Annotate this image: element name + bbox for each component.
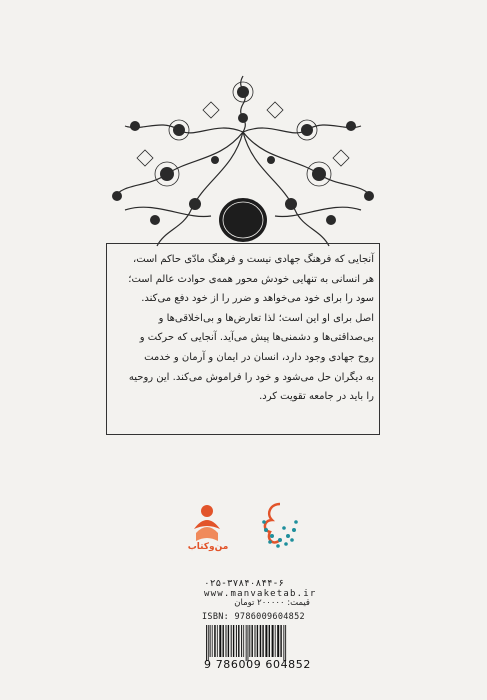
publisher-seal [219,198,267,242]
barcode-bar [275,625,276,657]
manvaketab-logo [186,501,228,547]
blurb-line: هر انسانی به تنهایی خودش محور همه‌ی حوادث عالم است؛ [128,273,374,285]
barcode-bar [214,625,216,657]
barcode-bar [231,625,232,657]
phone-number: ۰۲۵-۳۷۸۴۰۸۴۴-۶ [204,578,285,589]
barcode-bar [252,625,253,657]
blurb-line: آنجایی که فرهنگ جهادی نیست و فرهنگ مادّی حاکم است، [132,254,374,265]
barcode-bar [248,625,249,661]
blurb-line: سود را برای خود می‌خواهد و ضرر را از خود دفع می‌کند. [141,293,374,305]
barcode-bar [283,625,284,661]
barcode-bar [265,625,267,657]
barcode-bar [208,625,209,661]
barcode-bar [241,625,242,657]
barcode-bar [257,625,258,657]
blurb-line: بی‌صداقتی‌ها و دشمنی‌ها پیش می‌آید. آنجایی که حرکت و [139,332,374,344]
barcode-bar [236,625,237,657]
blurb-line: را باید در جامعه تقویت کرد. [259,391,374,403]
barcode-bar [249,625,250,657]
blurb-text [112,250,374,407]
blurb-line: به دیگران حل می‌شود و خود را فراموش می‌کند. این روحیه [128,371,374,383]
barcode-bar [255,625,256,657]
barcode-bar [285,625,286,661]
barcode-bar [226,625,227,657]
barcode-bar [233,625,234,657]
barcode-digits: 9 786009 604852 [204,658,311,671]
logo-label: من‌و‌کتاب [187,542,229,552]
barcode-bar [246,625,247,661]
barcode-bar [238,625,239,657]
barcode-bar [243,625,244,657]
website-url: www.manvaketab.ir [204,589,317,599]
barcode-bar [219,625,221,657]
barcode-bar [228,625,229,657]
barcode-bar [206,625,207,661]
barcode-bar [217,625,218,657]
isbn-label: ISBN: 9786009604852 [202,612,305,622]
floral-ornament [95,70,392,255]
price: قیمت: ۲۰۰۰۰۰ تومان [234,598,310,608]
barcode-bar [260,625,262,657]
barcode-bar [277,625,279,657]
blurb-line: روح جهادی وجود دارد، انسان در ایمان و آرمان و خدمت [144,351,374,363]
publisher-emblem [256,500,304,554]
barcode-bar [210,625,211,657]
barcode-bar [223,625,224,657]
barcode-bar [272,625,274,657]
isbn-barcode [204,625,314,661]
barcode-bar [212,625,213,657]
barcode-bar [280,625,281,657]
barcode-bar [269,625,270,657]
barcode-bar [262,625,263,657]
blurb-line: اصل برای او این است؛ لذا تعارض‌ها و بی‌اخلاقی‌ها و [158,312,374,324]
